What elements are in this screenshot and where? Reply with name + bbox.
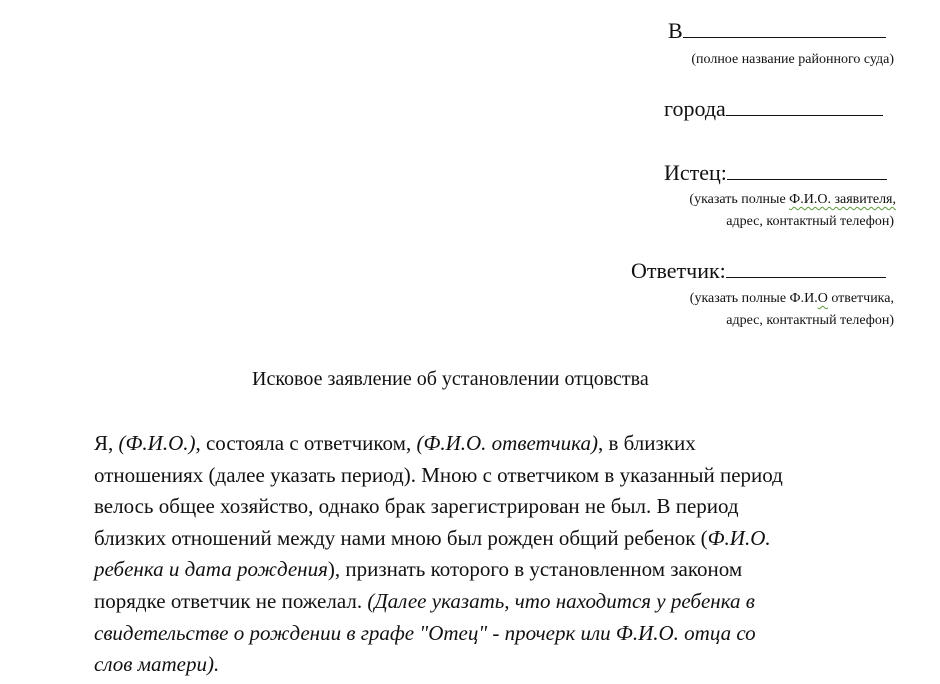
body-text: , в близких (597, 431, 696, 455)
defendant-hint-text-end: ответчика, (827, 291, 894, 306)
plaintiff-hint-text: (указать полные (689, 192, 790, 207)
court-prefix: В (668, 18, 683, 43)
body-line (94, 523, 884, 555)
body-line (94, 586, 884, 618)
defendant-hint-text: (указать полные Ф.И. (689, 291, 818, 306)
document-body (94, 428, 884, 681)
body-line (94, 554, 884, 586)
placeholder-defendant-fio: (Ф.И.О. ответчика) (416, 431, 598, 455)
plaintiff-label: Истец: (664, 160, 727, 185)
plaintiff-blank-line (727, 161, 887, 180)
body-text: , состояла с ответчиком, (195, 431, 417, 455)
placeholder-child-fio: Ф.И.О. (707, 525, 771, 550)
body-line (94, 428, 884, 460)
body-text: Я, (94, 431, 119, 455)
body-line: слов матери). (94, 652, 220, 677)
body-line: велось общее хозяйство, однако брак зарегистрирован не был. В период (94, 494, 739, 519)
plaintiff-hint-line-1 (689, 192, 896, 208)
plaintiff-field (664, 160, 887, 186)
court-blank-line (683, 19, 886, 38)
city-blank-line (726, 97, 883, 116)
plaintiff-hint-spellcheck: Ф.И.О. заявителя, (789, 192, 896, 207)
city-label: города (664, 96, 726, 121)
city-field (664, 96, 883, 122)
body-text: ), признать которого в установленном законом (327, 557, 743, 582)
body-line: свидетельстве о рождении в графе "Отец" - прочерк или Ф.И.О. отца со (94, 620, 756, 645)
placeholder-fio: (Ф.И.О.) (118, 431, 196, 455)
instruction-text: (Далее указать, что находится у ребенка в (367, 588, 755, 613)
body-text: близких отношений между нами мною был рожден общий ребенок ( (94, 525, 708, 550)
body-line: отношениях (далее указать период). Мною с ответчиком в указанный период (94, 462, 783, 487)
document-title: Исковое заявление об установлении отцовства (252, 368, 649, 390)
defendant-field (631, 258, 886, 284)
defendant-label: Ответчик: (631, 258, 726, 283)
defendant-hint-spellcheck: О (817, 291, 828, 306)
placeholder-child-birth: ребенка и дата рождения (94, 557, 328, 582)
body-text: порядке ответчик не пожелал. (94, 588, 368, 613)
court-field (668, 18, 886, 44)
plaintiff-hint-line-2: адрес, контактный телефон) (726, 214, 894, 229)
defendant-hint-line-2: адрес, контактный телефон) (726, 313, 894, 328)
defendant-hint-line-1 (690, 291, 894, 307)
court-hint: (полное название районного суда) (691, 52, 894, 67)
defendant-blank-line (726, 259, 886, 278)
